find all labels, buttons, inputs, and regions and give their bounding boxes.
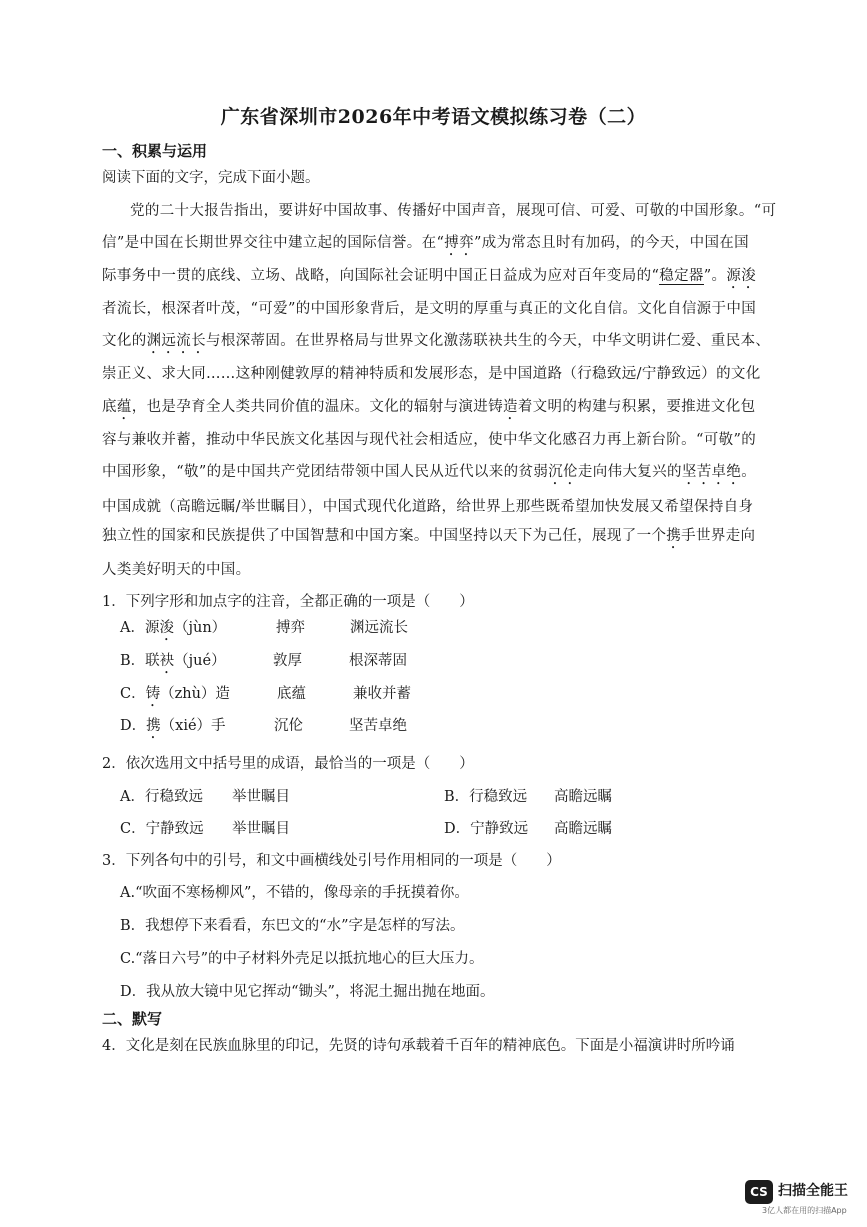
question-2-stem: 2．依次选用文中括号里的成语，最恰当的一项是（ ） xyxy=(102,756,474,772)
passage-line: 信”是中国在长期世界交往中建立起的国际信誉。在“搏弈”成为常态且时有加码，的今天，中国在国 xyxy=(102,235,749,251)
option-a-word-3: 渊远流长 xyxy=(350,620,408,636)
dotted-word: 携 xyxy=(666,528,682,544)
option-d: D．我从放大镜中见它挥动“锄头”，将泥土掘出抛在地面。 xyxy=(120,984,495,1000)
option-b: B．联袂（jué） xyxy=(120,653,226,669)
option-a: A．源浚（jùn） xyxy=(120,620,227,636)
option-b-word-2: 高瞻远瞩 xyxy=(554,789,612,805)
question-4-stem: 4．文化是刻在民族血脉里的印记，先贤的诗句承载着千百年的精神底色。下面是小福演讲时所吟诵 xyxy=(102,1038,735,1054)
option-c-word-3: 兼收并蓄 xyxy=(353,686,411,702)
option-c: C．宁静致远 xyxy=(120,821,204,837)
option-d-word-3: 坚苦卓绝 xyxy=(349,718,407,734)
option-d: D．宁静致远 xyxy=(444,821,529,837)
section-heading-2: 二、默写 xyxy=(102,1010,163,1028)
passage-line: 人类美好明天的中国。 xyxy=(102,562,251,578)
question-3-stem: 3．下列各句中的引号，和文中画横线处引号作用相同的一项是（ ） xyxy=(102,853,561,869)
option-c: C.“落日六号”的中子材料外壳足以抵抗地心的巨大压力。 xyxy=(120,951,484,967)
option-b-word-2: 敦厚 xyxy=(273,653,302,669)
passage-line: 崇正义、求大同……这种刚健敦厚的精神特质和发展形态，是中国道路（行稳致远/宁静致远）的文化 xyxy=(102,366,761,382)
option-d: D．携（xié）手 xyxy=(120,718,226,734)
passage-line: 底蕴，也是孕育全人类共同价值的温床。文化的辐射与演进铸造着文明的构建与积累，要推进文化包 xyxy=(102,399,756,415)
page-title: 广东省深圳市2026年中考语文模拟练习卷（二） xyxy=(220,106,647,128)
option-b-word-3: 根深蒂固 xyxy=(349,653,407,669)
option-c-word-2: 举世瞩目 xyxy=(232,821,290,837)
option-d-word-2: 沉伦 xyxy=(274,718,303,734)
reading-instruction: 阅读下面的文字，完成下面小题。 xyxy=(102,170,320,186)
passage-line: 者流长，根深者叶茂，“可爱”的中国形象背后，是文明的厚重与真正的文化自信。文化自信源于中国 xyxy=(102,301,757,317)
option-d-word-2: 高瞻远瞩 xyxy=(554,821,612,837)
scanner-logo-icon: CS xyxy=(745,1180,773,1204)
question-1-stem: 1．下列字形和加点字的注音，全都正确的一项是（ ） xyxy=(102,594,474,610)
dotted-word: 搏弈 xyxy=(444,235,474,251)
option-a-word-2: 搏弈 xyxy=(276,620,305,636)
section-heading-1: 一、积累与运用 xyxy=(102,142,208,160)
underlined-word: 稳定器 xyxy=(659,268,704,284)
passage-line: 党的二十大报告指出，要讲好中国故事、传播好中国声音，展现可信、可爱、可敬的中国形象。“可 xyxy=(130,203,777,219)
dotted-word: 渊远流长 xyxy=(146,333,206,349)
passage-line: 独立性的国家和民族提供了中国智慧和中国方案。中国坚持以天下为己任，展现了一个携手世界走向 xyxy=(102,528,756,544)
passage-line: 容与兼收并蓄，推动中华民族文化基因与现代社会相适应，使中华文化感召力再上新台阶。“可敬”的 xyxy=(102,432,757,448)
option-a: A．行稳致远 xyxy=(120,789,203,805)
passage-line: 文化的渊远流长与根深蒂固。在世界格局与世界文化激荡联袂共生的今天，中华文明讲仁爱、重民本、 xyxy=(102,333,771,349)
dotted-word: 源浚 xyxy=(726,268,757,284)
passage-line: 中国成就（高瞻远瞩/举世瞩目），中国式现代化道路，给世界上那些既希望加快发展又希望保持自身 xyxy=(102,499,754,515)
dotted-word: 沉伦 xyxy=(548,464,578,480)
option-c: C．铸（zhù）造 xyxy=(120,686,230,702)
option-a-word-2: 举世瞩目 xyxy=(232,789,290,805)
scanner-brand: 扫描全能王 xyxy=(778,1183,848,1199)
option-b: B．我想停下来看看，东巴文的“水”字是怎样的写法。 xyxy=(120,918,465,934)
dotted-word: 蕴 xyxy=(116,399,132,415)
passage-line: 中国形象，“敬”的是中国共产党团结带领中国人民从近代以来的贫弱沉伦走向伟大复兴的坚苦卓绝。 xyxy=(102,464,757,480)
dotted-word: 坚苦卓绝 xyxy=(681,464,742,480)
dotted-word: 造 xyxy=(502,399,518,415)
scanner-tagline: 3亿人都在用的扫描App xyxy=(762,1206,847,1215)
option-a: A.“吹面不寒杨柳风”，不错的，像母亲的手抚摸着你。 xyxy=(120,885,469,901)
option-c-word-2: 底蕴 xyxy=(277,686,306,702)
passage-line: 际事务中一贯的底线、立场、战略，向国际社会证明中国正日益成为应对百年变局的“稳定器”。源浚 xyxy=(102,268,757,284)
option-b: B．行稳致远 xyxy=(444,789,528,805)
